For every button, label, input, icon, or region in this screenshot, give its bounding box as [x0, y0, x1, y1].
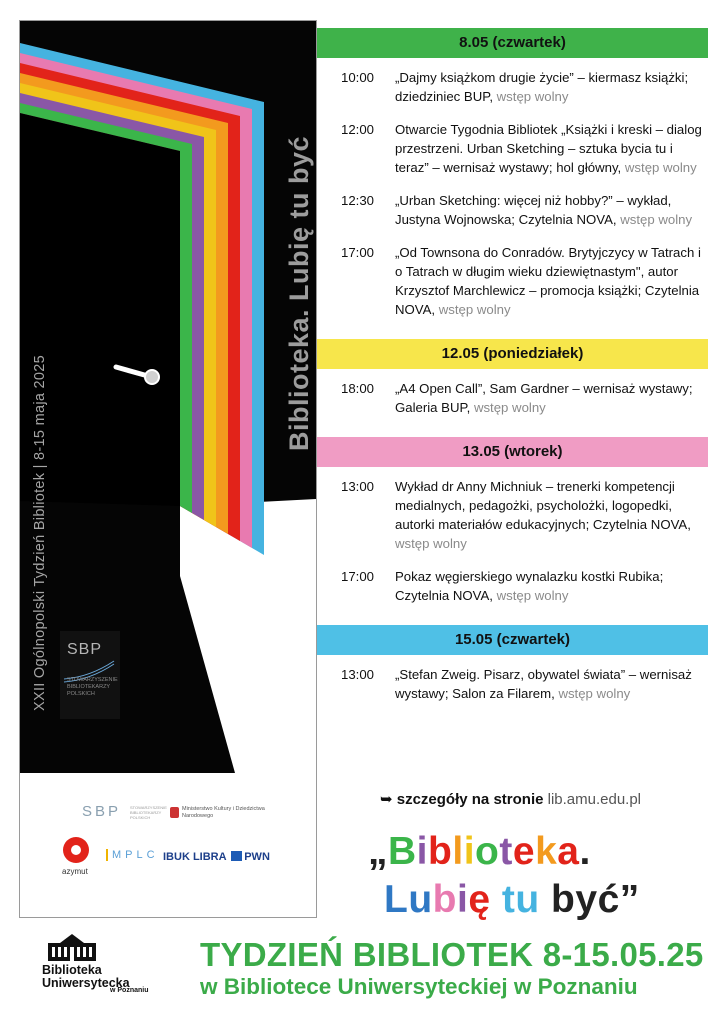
- event-row: [341, 120, 708, 177]
- slogan-letter: l: [452, 830, 464, 873]
- day-header: 8.05 (czwartek): [317, 28, 708, 58]
- poster-vertical-edition: XXII Ogólnopolski Tydzień Bibliotek | 8-15 maja 2025: [32, 354, 48, 711]
- free-entry-note: wstęp wolny: [496, 588, 569, 603]
- day-header: 15.05 (czwartek): [317, 625, 708, 655]
- event-time: 13:00: [341, 479, 375, 494]
- event-text: „Stefan Zweig. Pisarz, obywatel świata” – wernisaż wystawy; Salon za Filarem,: [395, 667, 692, 701]
- slogan-letter: b: [428, 830, 453, 873]
- pwn-logo-icon: [231, 851, 242, 861]
- free-entry-note: wstęp wolny: [473, 400, 546, 415]
- day-header: 13.05 (wtorek): [317, 437, 708, 467]
- sbp-logo-letters: SBP: [67, 641, 103, 658]
- ibuk-label: IBUK LIBRA: [163, 851, 227, 863]
- slogan-letter: u: [408, 878, 433, 921]
- slogan-line-1: [368, 830, 591, 874]
- slogan-letter: u: [515, 878, 540, 921]
- day-section: [317, 625, 708, 723]
- slogan-letter: i: [416, 830, 429, 873]
- slogan-letter: B: [388, 830, 417, 873]
- poster-artwork: [20, 21, 316, 773]
- event-row: [341, 68, 708, 106]
- event-text: „Dajmy książkom drugie życie” – kiermasz książki; dziedziniec BUP,: [395, 70, 689, 104]
- event-time: 12:30: [341, 193, 375, 208]
- sbp-logo-subtitle: STOWARZYSZENIE BIBLIOTEKARZY POLSKICH: [67, 677, 118, 697]
- slogan-letter: ć: [597, 878, 620, 921]
- slogan-letter: ”: [619, 878, 640, 921]
- event-poster: [19, 20, 317, 918]
- slogan-letter: „: [368, 830, 388, 873]
- event-description: [395, 665, 707, 703]
- event-time: 13:00: [341, 667, 375, 682]
- event-row: [341, 243, 708, 319]
- event-time: 12:00: [341, 122, 375, 137]
- event-description: [395, 120, 707, 177]
- event-time: 17:00: [341, 245, 375, 260]
- slogan-letter: t: [499, 830, 513, 873]
- event-text: „A4 Open Call”, Sam Gardner – wernisaż wystawy; Galeria BUP,: [395, 381, 693, 415]
- free-entry-note: wstęp wolny: [558, 686, 631, 701]
- azymut-logo-icon: [63, 837, 89, 863]
- pwn-label: PWN: [244, 851, 270, 863]
- day-section: [317, 339, 708, 437]
- event-description: [395, 191, 707, 229]
- event-row: [341, 567, 708, 605]
- slogan-letter: i: [456, 878, 469, 921]
- sponsor-azymut-label: azymut: [62, 867, 88, 876]
- footer-subtitle: w Bibliotece Uniwersyteckiej w Poznaniu: [200, 974, 638, 999]
- slogan-line-2: [384, 878, 640, 922]
- event-time: 18:00: [341, 381, 375, 396]
- slogan-letter: k: [535, 830, 558, 873]
- sponsor-mplc-logo: MPLC: [106, 849, 159, 861]
- event-schedule: [317, 28, 708, 723]
- event-row: [341, 477, 708, 553]
- event-text: „Od Townsona do Conradów. Brytyjczycy w Tatrach i o Tatrach w długim wieku dziewiętnastym", autor Krzysztof Marchlewicz – promocja książki; Czytelnia NOVA,: [395, 245, 701, 317]
- event-description: [395, 477, 707, 553]
- free-entry-note: wstęp wolny: [620, 212, 693, 227]
- slogan-letter: e: [512, 830, 536, 873]
- sponsor-ibuk-libra-logo: [163, 851, 270, 863]
- free-entry-note: wstęp wolny: [395, 536, 467, 551]
- day-section: [317, 437, 708, 625]
- slogan-letter: [540, 878, 551, 921]
- event-text: Pokaz węgierskiego wynalazku kostki Rubika; Czytelnia NOVA,: [395, 569, 664, 603]
- footer-title: TYDZIEŃ BIBLIOTEK 8-15.05.25: [200, 936, 704, 973]
- free-entry-note: wstęp wolny: [438, 302, 511, 317]
- sponsor-logos: [20, 773, 316, 917]
- slogan-letter: ę: [468, 878, 491, 921]
- day-header: 12.05 (poniedziałek): [317, 339, 708, 369]
- slogan-letter: y: [575, 878, 598, 921]
- sbp-logo: [60, 631, 120, 719]
- event-description: [395, 567, 707, 605]
- university-library-logo: [42, 933, 154, 997]
- event-description: [395, 243, 707, 319]
- event-description: [395, 379, 707, 417]
- door-handle-knob: [145, 370, 159, 384]
- event-time: 17:00: [341, 569, 375, 584]
- event-text: Wykład dr Anny Michniuk – trenerki kompetencji medialnych, pedagożki, psycholożki, logopedki, autorki materiałów edukacyjnych; Czytelnia NOVA,: [395, 479, 691, 532]
- event-description: [395, 68, 707, 106]
- event-time: 10:00: [341, 70, 375, 85]
- slogan-letter: o: [475, 830, 500, 873]
- slogan-letter: t: [501, 878, 516, 921]
- library-logo-city: w Poznaniu: [110, 987, 149, 994]
- poster-vertical-slogan: Biblioteka. Lubię tu być: [284, 135, 314, 451]
- slogan-letter: b: [432, 878, 457, 921]
- slogan-letter: L: [384, 878, 409, 921]
- day-section: [317, 28, 708, 339]
- details-link-line: [380, 790, 641, 808]
- sponsor-sbp-logo: SBP: [82, 803, 122, 820]
- library-building-icon: [46, 933, 98, 963]
- slogan-letter: a: [557, 830, 580, 873]
- details-url-link[interactable]: lib.amu.edu.pl: [547, 791, 642, 808]
- slogan-letter: [491, 878, 502, 921]
- slogan-letter: b: [551, 878, 576, 921]
- library-logo-line-2: Uniwersytecka: [42, 976, 130, 990]
- library-logo-line-1: Biblioteka: [42, 963, 102, 977]
- sponsor-ministry-logo: Ministerstwo Kultury i Dziedzictwa Narodowego: [182, 806, 265, 819]
- details-label: ➥ szczegóły na stronie: [380, 791, 544, 808]
- event-row: [341, 191, 708, 229]
- slogan-letter: i: [463, 830, 476, 873]
- sponsor-sbp-subtitle: STOWARZYSZENIE BIBLIOTEKARZY POLSKICH: [130, 805, 167, 820]
- event-text: „Urban Sketching: więcej niż hobby?” – wykład, Justyna Wojnowska; Czytelnia NOVA,: [395, 193, 672, 227]
- event-row: [341, 665, 708, 703]
- slogan-letter: .: [579, 830, 591, 873]
- free-entry-note: wstęp wolny: [624, 160, 697, 175]
- event-row: [341, 379, 708, 417]
- free-entry-note: wstęp wolny: [496, 89, 569, 104]
- event-text: Otwarcie Tygodnia Bibliotek „Książki i kreski – dialog przestrzeni. Urban Sketching – sztuka bycia tu i teraz” – wernisaż wystawy; hol główny,: [395, 122, 702, 175]
